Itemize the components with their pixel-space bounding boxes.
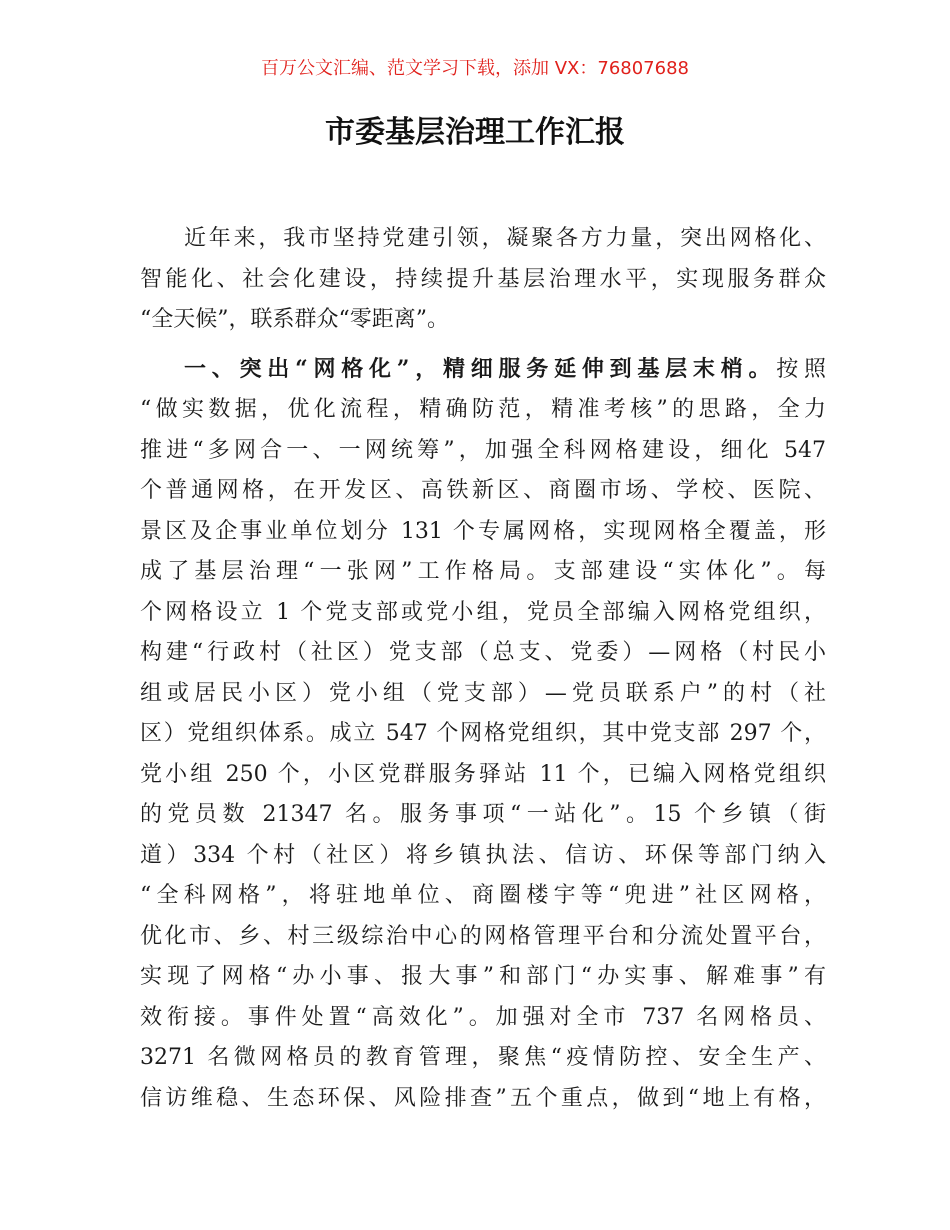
intro-line: “全天候”，联系群众“零距离”。 (140, 307, 449, 332)
section-1-line: 党小组 250 个，小区党群服务驿站 11 个，已编入网格党组织 (140, 761, 826, 787)
section-1-line: 个普通网格，在开发区、高铁新区、商圈市场、学校、医院、 (140, 478, 826, 503)
section-1-paragraph (140, 349, 826, 1120)
section-1-line: 组或居民小区）党小组（党支部）—党员联系户”的村（社 (140, 680, 826, 706)
intro-line: 近年来，我市坚持党建引领，凝聚各方力量，突出网格化、 (184, 226, 826, 251)
section-1-line: 区）党组织体系。成立 547 个网格党组织，其中党支部 297 个， (140, 721, 826, 746)
section-1-line: 成了基层治理“一张网”工作格局。支部建设“实体化”。每 (140, 559, 826, 584)
section-1-line: 道）334 个村（社区）将乡镇执法、信访、环保等部门纳入 (140, 842, 826, 868)
intro-paragraph (140, 219, 826, 341)
section-1-line: 的党员数 21347 名。服务事项“一站化”。15 个乡镇（街 (140, 802, 826, 827)
section-1-line: 实现了网格“办小事、报大事”和部门“办实事、解难事”有 (140, 964, 826, 989)
section-1-line: 效衔接。事件处置“高效化”。加强对全市 737 名网格员、 (140, 1004, 826, 1030)
section-1-line: 个网格设立 1 个党支部或党小组，党员全部编入网格党组织， (140, 599, 826, 625)
promo-header-note: 百万公文汇编、范文学习下载，添加 VX：76807688 (261, 58, 689, 79)
document-title: 市委基层治理工作汇报 (325, 115, 625, 150)
section-1-line: 推进“多网合一、一网统筹”，加强全科网格建设，细化 547 (140, 437, 826, 463)
section-1-line: “做实数据，优化流程，精确防范，精准考核”的思路，全力 (140, 397, 826, 422)
section-1-line: 3271 名微网格员的教育管理，聚焦“疫情防控、安全生产、 (140, 1045, 826, 1070)
section-1-heading: 一、突出“网格化”，精细服务延伸到基层末梢。 (184, 355, 777, 382)
section-1-line: 构建“行政村（社区）党支部（总支、党委）—网格（村民小 (140, 640, 826, 665)
section-1-line: 优化市、乡、村三级综治中心的网格管理平台和分流处置平台， (140, 923, 826, 949)
section-1-first-line-rest: 按照 (776, 356, 826, 382)
document-body (140, 219, 826, 1119)
section-1-first-line (140, 349, 826, 391)
intro-line: 智能化、社会化建设，持续提升基层治理水平，实现服务群众 (140, 266, 826, 292)
section-1-line: 信访维稳、生态环保、风险排查”五个重点，做到“地上有格， (140, 1085, 826, 1111)
section-1-line: 景区及企事业单位划分 131 个专属网格，实现网格全覆盖，形 (140, 518, 826, 544)
section-1-line: “全科网格”，将驻地单位、商圈楼宇等“兜进”社区网格， (140, 883, 826, 908)
